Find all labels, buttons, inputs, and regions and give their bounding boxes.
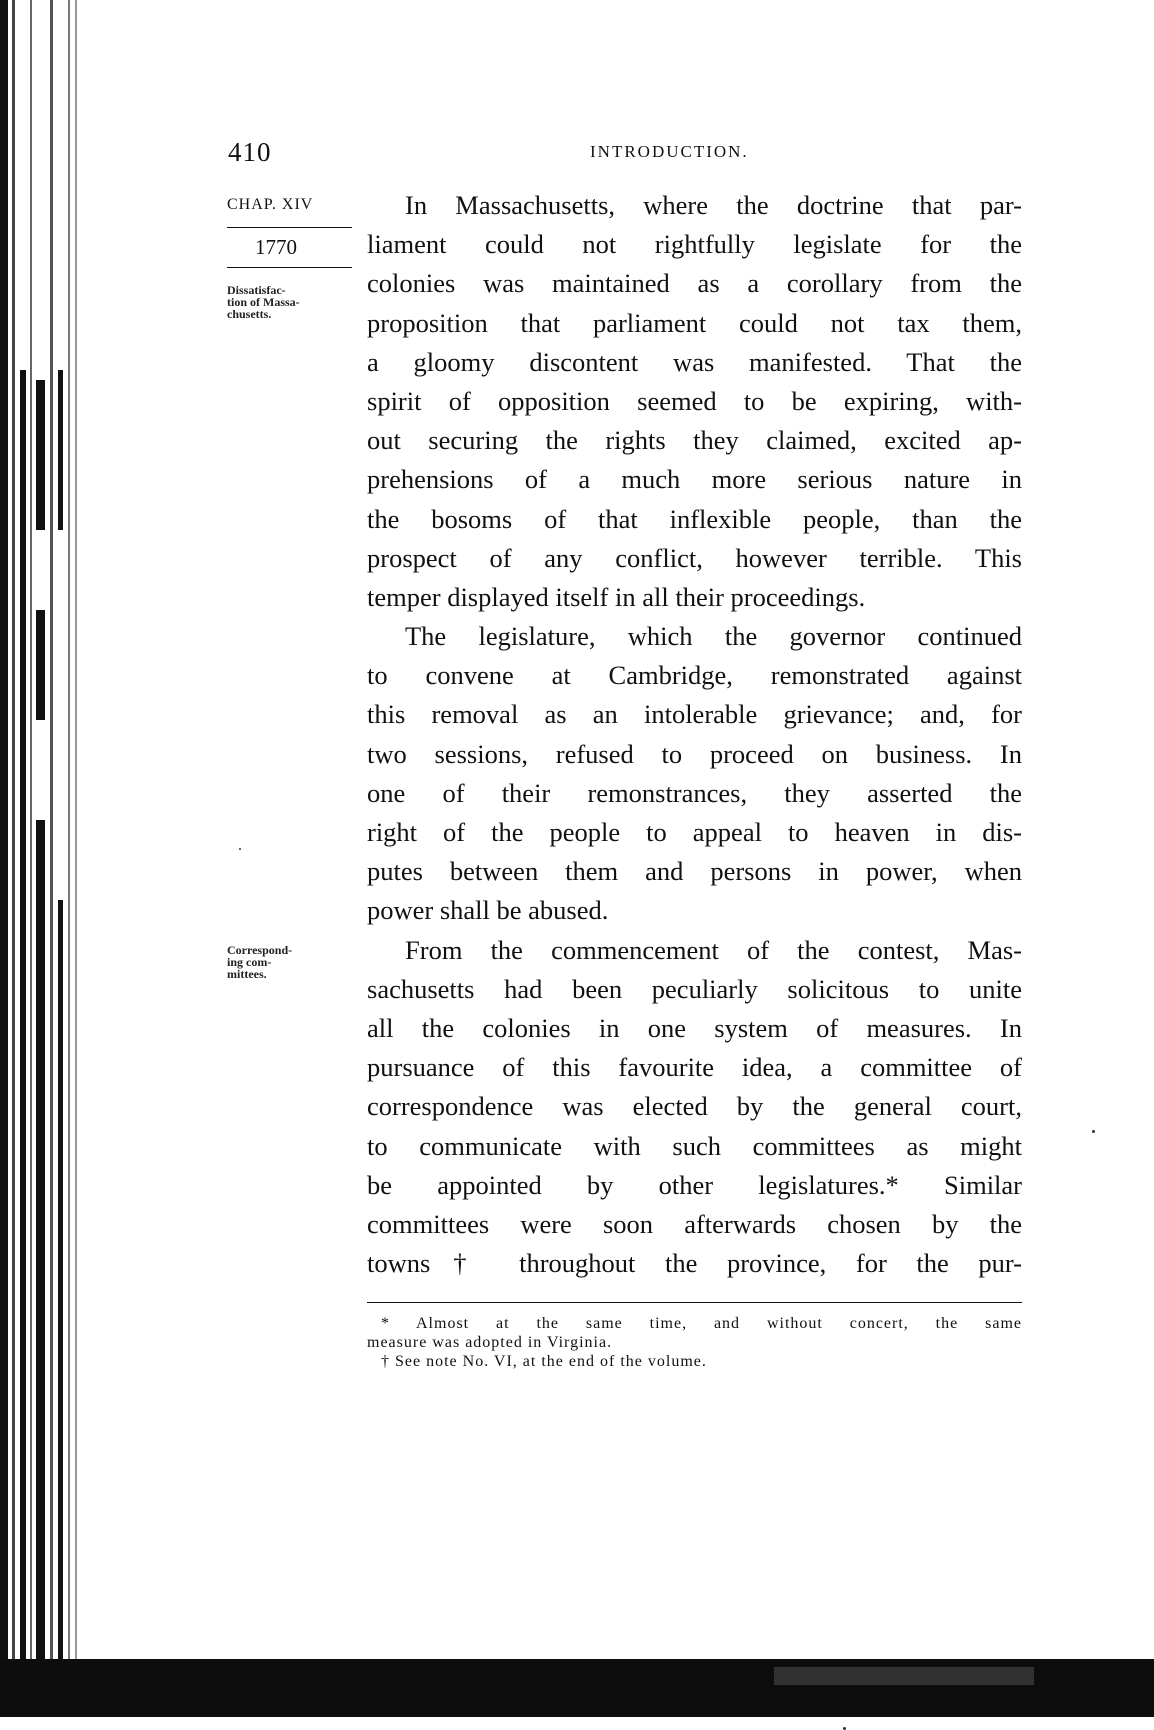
margin-note-dissatisfaction bbox=[227, 284, 345, 320]
text-line: power shall be abused. bbox=[367, 895, 609, 926]
text-line: pursuance of this favourite idea, a committee of bbox=[367, 1052, 1022, 1083]
text-line: proposition that parliament could not tax them, bbox=[367, 307, 1022, 338]
footnote-rule bbox=[367, 1302, 1022, 1303]
scan-speck bbox=[239, 848, 241, 850]
text-line: committees were soon afterwards chosen by the bbox=[367, 1208, 1022, 1239]
paragraph bbox=[367, 931, 1022, 1284]
running-title: INTRODUCTION. bbox=[590, 142, 749, 161]
body-text bbox=[367, 186, 1022, 1283]
text-line: sachusetts had been peculiarly solicitous to unite bbox=[367, 973, 1022, 1004]
text-line: From the commencement of the contest, Mas- bbox=[405, 934, 1022, 965]
page-number: 410 bbox=[228, 137, 272, 167]
text-line: spirit of opposition seemed to be expiring, with- bbox=[367, 385, 1022, 416]
margin-note-line: ing com- bbox=[227, 955, 272, 969]
text-line: towns† throughout the province, for the pur- bbox=[367, 1248, 1022, 1279]
paragraph bbox=[367, 617, 1022, 931]
text-line: the bosoms of that inflexible people, than the bbox=[367, 503, 1022, 534]
text-line: right of the people to appeal to heaven in dis- bbox=[367, 817, 1022, 847]
text-line: one of their remonstrances, they asserted the bbox=[367, 777, 1022, 808]
footnote-line: † See note No. VI, at the end of the volume. bbox=[381, 1353, 707, 1370]
margin-note-corresponding-committees bbox=[227, 944, 345, 980]
text-line: temper displayed itself in all their proceedings. bbox=[367, 581, 866, 612]
paragraph bbox=[367, 186, 1022, 617]
text-line: to communicate with such committees as might bbox=[367, 1130, 1022, 1161]
margin-year: 1770 bbox=[255, 235, 297, 259]
margin-rule bbox=[227, 227, 352, 228]
margin-note-line: tion of Massa- bbox=[227, 295, 300, 309]
text-line: to convene at Cambridge, remonstrated against bbox=[367, 660, 1022, 691]
footnote-line: * Almost at the same time, and without concert, the same bbox=[381, 1315, 1022, 1332]
text-line: all the colonies in one system of measures. In bbox=[367, 1012, 1022, 1043]
margin-note-line: mittees. bbox=[227, 967, 267, 981]
scan-speck bbox=[1092, 1130, 1095, 1133]
text-line: correspondence was elected by the general court, bbox=[367, 1091, 1022, 1122]
margin-note-line: chusetts. bbox=[227, 307, 272, 321]
text-line: prehensions of a much more serious nature in bbox=[367, 464, 1022, 495]
scan-bottom-band bbox=[0, 1659, 1154, 1717]
text-line: this removal as an intolerable grievance; and, for bbox=[367, 699, 1022, 730]
text-line: a gloomy discontent was manifested. That the bbox=[367, 346, 1022, 377]
text-line: liament could not rightfully legislate for the bbox=[367, 229, 1022, 260]
text-line: putes between them and persons in power, when bbox=[367, 856, 1022, 887]
margin-note-line: Correspond- bbox=[227, 943, 293, 957]
footnotes bbox=[367, 1314, 1022, 1371]
text-line: out securing the rights they claimed, excited ap- bbox=[367, 425, 1022, 456]
text-line: be appointed by other legislatures.* Similar bbox=[367, 1169, 1022, 1200]
text-line: two sessions, refused to proceed on business. In bbox=[367, 738, 1022, 769]
footnote-line: measure was adopted in Virginia. bbox=[367, 1334, 613, 1351]
text-line: prospect of any conflict, however terrible. This bbox=[367, 542, 1022, 573]
margin-note-line: Dissatisfac- bbox=[227, 283, 286, 297]
margin-chapter: CHAP. XIV bbox=[227, 196, 314, 213]
text-line: The legislature, which the governor continued bbox=[405, 621, 1022, 652]
text-line: In Massachusetts, where the doctrine that par- bbox=[405, 190, 1022, 220]
binding-edge bbox=[0, 0, 95, 1717]
text-line: colonies was maintained as a corollary from the bbox=[367, 268, 1022, 299]
margin-rule bbox=[227, 267, 352, 268]
